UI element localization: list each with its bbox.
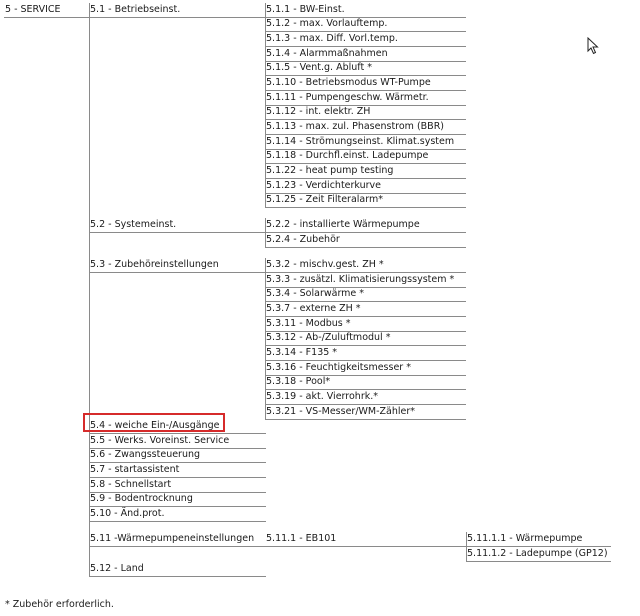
- menu-5-1[interactable]: 5.1 - Betriebseinst.: [89, 3, 266, 18]
- menu-5-3-18[interactable]: 5.3.18 - Pool*: [265, 375, 466, 390]
- footnote: * Zubehör erforderlich.: [5, 599, 114, 610]
- menu-5-1-13[interactable]: 5.1.13 - max. zul. Phasenstrom (BBR): [265, 120, 466, 135]
- menu-5-3-16[interactable]: 5.3.16 - Feuchtigkeitsmesser *: [265, 361, 466, 376]
- menu-5-1-18[interactable]: 5.1.18 - Durchfl.einst. Ladepumpe: [265, 149, 466, 164]
- menu-5-1-1[interactable]: 5.1.1 - BW-Einst.: [265, 3, 466, 18]
- menu-5-3-14[interactable]: 5.3.14 - F135 *: [265, 346, 466, 361]
- menu-5-1-25[interactable]: 5.1.25 - Zeit Filteralarm*: [265, 193, 466, 208]
- menu-5-1-3[interactable]: 5.1.3 - max. Diff. Vorl.temp.: [265, 32, 466, 47]
- menu-5-3[interactable]: 5.3 - Zubehöreinstellungen: [89, 258, 266, 273]
- menu-5-11-1[interactable]: 5.11.1 - EB101: [265, 532, 466, 547]
- menu-5-3-4[interactable]: 5.3.4 - Solarwärme *: [265, 287, 466, 302]
- menu-5-3-19[interactable]: 5.3.19 - akt. Vierrohrk.*: [265, 390, 466, 405]
- menu-5-11[interactable]: 5.11 -Wärmepumpeneinstellungen: [89, 532, 266, 547]
- menu-5-3-12[interactable]: 5.3.12 - Ab-/Zuluftmodul *: [265, 331, 466, 346]
- menu-5-10[interactable]: 5.10 - Änd.prot.: [89, 507, 266, 522]
- menu-5-9[interactable]: 5.9 - Bodentrocknung: [89, 492, 266, 507]
- menu-5-1-23[interactable]: 5.1.23 - Verdichterkurve: [265, 179, 466, 194]
- menu-5-12[interactable]: 5.12 - Land: [89, 562, 266, 577]
- menu-5-2[interactable]: 5.2 - Systemeinst.: [89, 218, 266, 233]
- menu-5-5[interactable]: 5.5 - Werks. Voreinst. Service: [89, 434, 266, 449]
- menu-root-service[interactable]: 5 - SERVICE: [4, 3, 89, 18]
- menu-5-3-11[interactable]: 5.3.11 - Modbus *: [265, 317, 466, 332]
- menu-5-2-4[interactable]: 5.2.4 - Zubehör: [265, 233, 466, 248]
- menu-5-2-2[interactable]: 5.2.2 - installierte Wärmepumpe: [265, 218, 466, 233]
- menu-5-3-7[interactable]: 5.3.7 - externe ZH *: [265, 302, 466, 317]
- menu-5-1-22[interactable]: 5.1.22 - heat pump testing: [265, 164, 466, 179]
- menu-5-3-2[interactable]: 5.3.2 - mischv.gest. ZH *: [265, 258, 466, 273]
- mouse-cursor-icon: [587, 37, 599, 55]
- menu-5-1-2[interactable]: 5.1.2 - max. Vorlauftemp.: [265, 17, 466, 32]
- highlight-box: [83, 413, 225, 432]
- menu-5-3-3[interactable]: 5.3.3 - zusätzl. Klimatisierungssystem *: [265, 273, 466, 288]
- menu-5-11-1-2[interactable]: 5.11.1.2 - Ladepumpe (GP12): [466, 547, 611, 562]
- menu-5-1-5[interactable]: 5.1.5 - Vent.g. Abluft *: [265, 61, 466, 76]
- menu-5-7[interactable]: 5.7 - startassistent: [89, 463, 266, 478]
- menu-5-11-1-1[interactable]: 5.11.1.1 - Wärmepumpe: [466, 532, 611, 547]
- menu-5-1-12[interactable]: 5.1.12 - int. elektr. ZH: [265, 105, 466, 120]
- menu-5-1-10[interactable]: 5.1.10 - Betriebsmodus WT-Pumpe: [265, 76, 466, 91]
- menu-5-3-21[interactable]: 5.3.21 - VS-Messer/WM-Zähler*: [265, 405, 466, 420]
- menu-5-1-4[interactable]: 5.1.4 - Alarmmaßnahmen: [265, 47, 466, 62]
- menu-5-4[interactable]: 5.4 - weiche Ein-/Ausgänge: [89, 419, 266, 434]
- menu-5-1-14[interactable]: 5.1.14 - Strömungseinst. Klimat.system: [265, 135, 466, 150]
- menu-5-8[interactable]: 5.8 - Schnellstart: [89, 478, 266, 493]
- menu-5-6[interactable]: 5.6 - Zwangssteuerung: [89, 448, 266, 463]
- menu-5-1-11[interactable]: 5.1.11 - Pumpengeschw. Wärmetr.: [265, 91, 466, 106]
